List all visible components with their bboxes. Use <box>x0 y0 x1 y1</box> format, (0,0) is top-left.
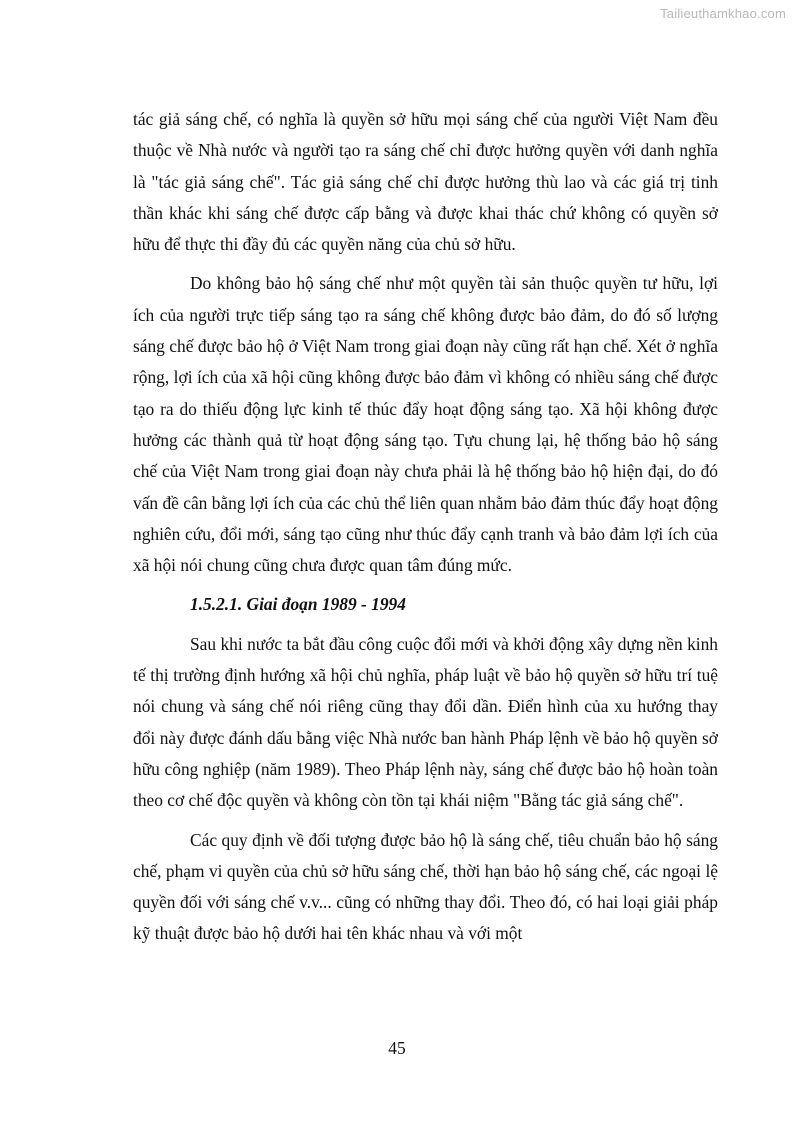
paragraph-patent-protection: Do không bảo hộ sáng chế như một quyền tài sản thuộc quyền tư hữu, lợi ích của người trực tiếp sáng tạo ra sáng chế không được bảo đảm, do đó số lượng sáng chế được bảo hộ ở Việt Nam trong giai đoạn này cũng rất hạn chế. Xét ở nghĩa rộng, lợi ích của xã hội cũng không được bảo đảm vì không có nhiều sáng chế được tạo ra do thiếu động lực kinh tế thúc đẩy hoạt động sáng tạo. Xã hội không được hưởng các thành quả từ hoạt động sáng tạo. Tựu chung lại, hệ thống bảo hộ sáng chế của Việt Nam trong giai đoạn này chưa phải là hệ thống bảo hộ hiện đại, do đó vấn đề cân bằng lợi ích của các chủ thể liên quan nhằm bảo đảm thúc đẩy hoạt động nghiên cứu, đổi mới, sáng tạo cũng như thúc đẩy cạnh tranh và bảo đảm lợi ích của xã hội nói chung cũng chưa được quan tâm đúng mức. <box>133 273 718 576</box>
page-number: 45 <box>388 1038 406 1058</box>
paragraph-reform: Sau khi nước ta bắt đầu công cuộc đổi mới và khởi động xây dựng nền kinh tế thị trường định hướng xã hội chủ nghĩa, pháp luật về bảo hộ quyền sở hữu trí tuệ nói chung và sáng chế nói riêng cũng thay đổi dần. Điển hình của xu hướng thay đổi này được đánh dấu bằng việc Nhà nước ban hành Pháp lệnh về bảo hộ quyền sở hữu công nghiệp (năm 1989). Theo Pháp lệnh này, sáng chế được bảo hộ hoàn toàn theo cơ chế độc quyền và không còn tồn tại khái niệm "Bằng tác giả sáng chế". <box>133 633 718 811</box>
watermark-text: Tailieuthamkhao.com <box>660 6 786 21</box>
document-body <box>133 104 718 958</box>
section-heading: 1.5.2.1. Giai đoạn 1989 - 1994 <box>190 594 406 615</box>
paragraph-continuation: tác giả sáng chế, có nghĩa là quyền sở hữu mọi sáng chế của người Việt Nam đều thuộc về Nhà nước và người tạo ra sáng chế chỉ được hưởng quyền với danh nghĩa là "tác giả sáng chế". Tác giả sáng chế chỉ được hưởng thù lao và các giá trị tinh thần khác khi sáng chế được cấp bằng và được khai thác chứ không có quyền sở hữu để thực thi đầy đủ các quyền năng của chủ sở hữu. <box>133 109 718 255</box>
paragraph-regulations: Các quy định về đối tượng được bảo hộ là sáng chế, tiêu chuẩn bảo hộ sáng chế, phạm vi quyền của chủ sở hữu sáng chế, thời hạn bảo hộ sáng chế, các ngoại lệ quyền đối với sáng chế v.v... cũng có những thay đổi. Theo đó, có hai loại giải pháp kỹ thuật được bảo hộ dưới hai tên khác nhau và với một <box>133 829 718 944</box>
